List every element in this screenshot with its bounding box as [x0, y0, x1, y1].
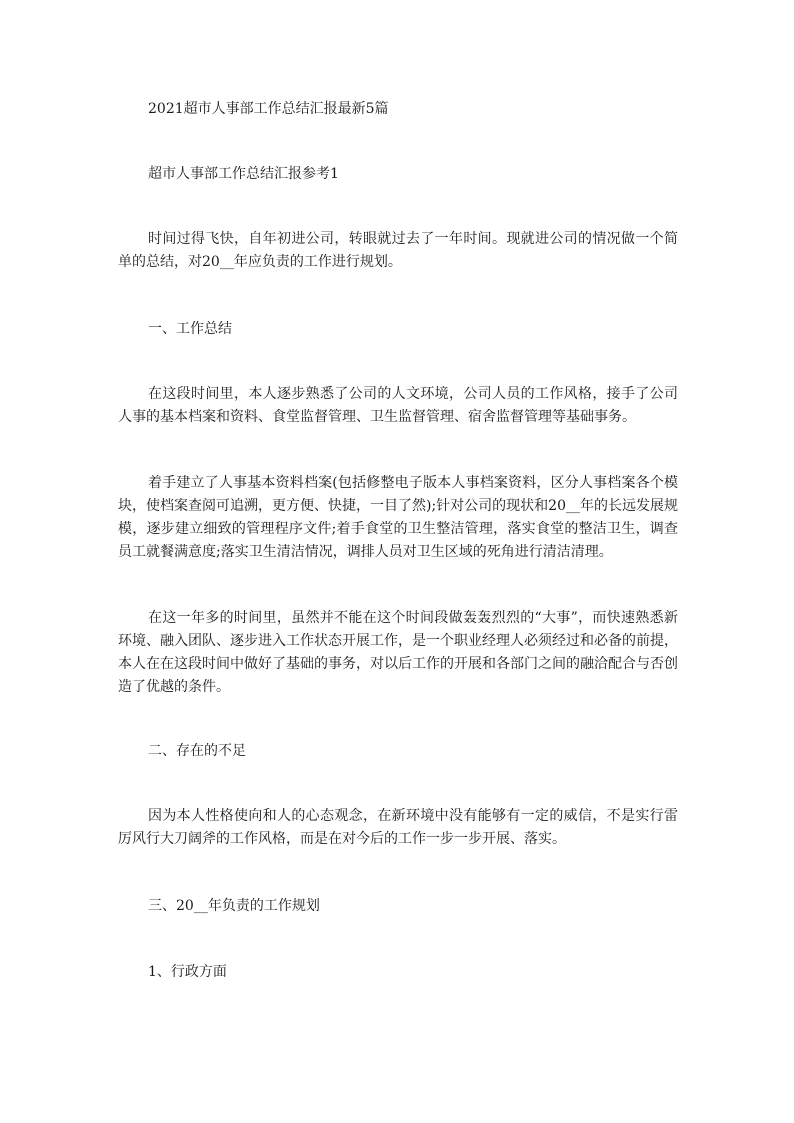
paragraph-familiarization: 在这段时间里，本人逐步熟悉了公司的人文环境，公司人员的工作风格，接手了公司人事的基本档案和资料、食堂监督管理、卫生监督管理、宿舍监督管理等基础事务。	[118, 386, 678, 425]
paragraph-archives: 着手建立了人事基本资料档案(包括修整电子版本人事档案资料，区分人事档案各个模块，使档案查阅可追溯，更方便、快捷，一目了然);针对公司的现状和20__年的长远发展规模，逐步建立细致的管理程序文件;着手食堂的卫生整洁管理，落实食堂的整洁卫生，调查员工就餐满意度;落实卫生清洁情况，调排人员对卫生区域的死角进行清洁清理。	[118, 475, 678, 560]
paragraph-intro: 时间过得飞快，自年初进公司，转眼就过去了一年时间。现就进公司的情况做一个简单的总结，对20__年应负责的工作进行规划。	[118, 231, 678, 270]
heading-shortcomings: 二、存在的不足	[148, 743, 246, 759]
document-title: 2021超市人事部工作总结汇报最新5篇	[148, 101, 389, 117]
document-subtitle: 超市人事部工作总结汇报参考1	[148, 166, 339, 182]
paragraph-first-year: 在这一年多的时间里，虽然并不能在这个时间段做轰轰烈烈的“大事”，而快速熟悉新环境、融入团队、逐步进入工作状态开展工作，是一个职业经理人必须经过和必备的前提，本人在在这段时间中做好了基础的事务，对以后工作的开展和各部门之间的融洽配合与否创造了优越的条件。	[118, 610, 678, 695]
heading-administration: 1、行政方面	[148, 964, 227, 980]
paragraph-shortcomings: 因为本人性格使向和人的心态观念，在新环境中没有能够有一定的威信，不是实行雷厉风行大刀阔斧的工作风格，而是在对今后的工作一步一步开展、落实。	[118, 808, 678, 847]
heading-work-plan: 三、20__年负责的工作规划	[148, 898, 320, 914]
heading-work-summary: 一、工作总结	[148, 321, 232, 337]
